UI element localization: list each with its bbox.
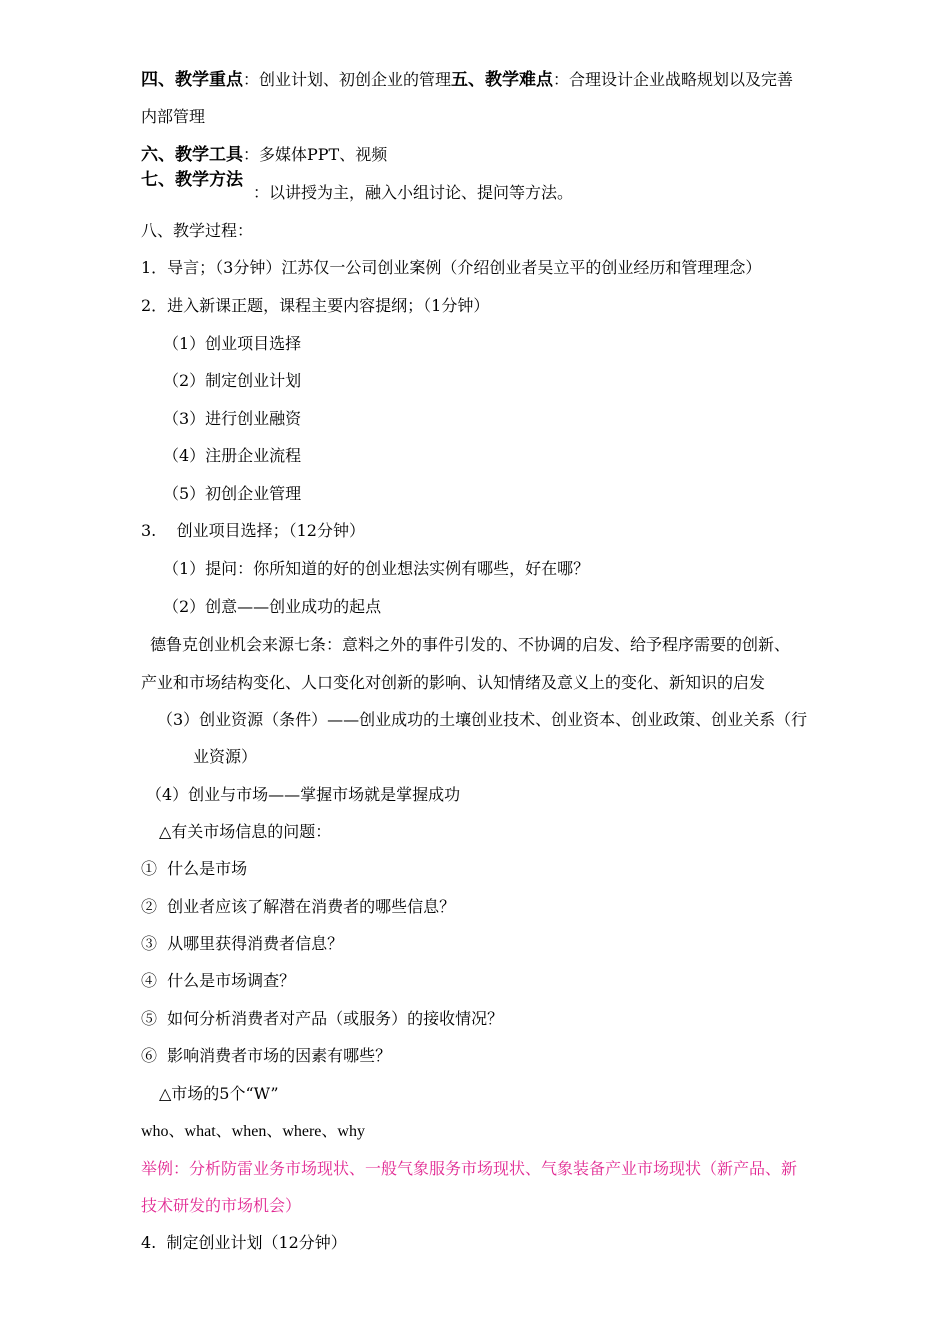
section-7-text: ：以讲授为主，融入小组讨论、提问等方法。: [253, 183, 574, 202]
five-w-list: who、what、when、where、why: [141, 1123, 365, 1140]
section-6-sep: ：: [243, 145, 260, 164]
process-item-4: 4. 制定创业计划（12分钟）: [141, 1233, 347, 1252]
market-question: ③ 从哪里获得消费者信息？: [141, 934, 344, 953]
section-5-text: 合理设计企业战略规划以及完善: [569, 70, 794, 89]
outline-item: （3）进行创业融资: [163, 409, 302, 428]
drucker-line-1: 德鲁克创业机会来源七条：意料之外的事件引发的、不协调的启发、给予程序需要的创新、: [150, 635, 791, 654]
question-3-line-2: 业资源）: [193, 747, 258, 766]
outline-item: （2）制定创业计划: [163, 371, 302, 390]
example-line-2: 技术研发的市场机会）: [141, 1196, 302, 1215]
process-item-2: 2．进入新课正题，课程主要内容提纲；（1分钟）: [141, 296, 490, 315]
section-6-heading: 六、教学工具: [141, 145, 243, 165]
outline-item: （1）创业项目选择: [163, 334, 302, 353]
market-question: ⑥ 影响消费者市场的因素有哪些？: [141, 1046, 392, 1065]
section-4-text: 创业计划、初创企业的管理: [259, 70, 452, 89]
section-4-heading: 四、教学重点: [141, 70, 243, 90]
line-key-points: [141, 70, 850, 90]
section-6-text: 多媒体PPT、视频: [259, 145, 388, 164]
market-question: ⑤ 如何分析消费者对产品（或服务）的接收情况？: [141, 1009, 504, 1028]
process-item-1: 1．导言；（3分钟）江苏仅一公司创业案例（介绍创业者吴立平的创业经历和管理理念）: [141, 258, 762, 277]
example-line-1: 举例：分析防雷业务市场现状、一般气象服务市场现状、气象装备产业市场现状（新产品、新: [141, 1159, 798, 1178]
section-4-sep: ：: [243, 70, 260, 89]
five-w-heading: △市场的5个“W”: [159, 1084, 279, 1103]
section-5-heading: 五、教学难点: [451, 70, 554, 90]
market-question: ④ 什么是市场调查？: [141, 971, 296, 990]
line-tools: [141, 145, 850, 165]
market-info-heading: △有关市场信息的问题：: [159, 822, 332, 841]
process-item-3: 3. 创业项目选择；（12分钟）: [141, 521, 365, 540]
section-7-heading: 七、教学方法: [141, 170, 243, 190]
question-2: （2）创意——创业成功的起点: [163, 597, 382, 616]
section-8-heading: 八、教学过程：: [141, 221, 254, 240]
market-question: ② 创业者应该了解潜在消费者的哪些信息？: [141, 897, 456, 916]
question-1: （1）提问：你所知道的好的创业想法实例有哪些，好在哪？: [163, 559, 590, 578]
section-5-sep: ：: [553, 70, 570, 89]
section-5-text-cont: 内部管理: [141, 107, 206, 126]
question-4: （4）创业与市场——掌握市场就是掌握成功: [146, 785, 461, 804]
market-question: ① 什么是市场: [141, 859, 248, 878]
outline-item: （5）初创企业管理: [163, 484, 302, 503]
question-3-line-1: （3）创业资源（条件）——创业成功的土壤创业技术、创业资本、创业政策、创业关系（行: [157, 710, 808, 729]
drucker-line-2: 产业和市场结构变化、人口变化对创新的影响、认知情绪及意义上的变化、新知识的启发: [141, 673, 766, 692]
outline-item: （4）注册企业流程: [163, 446, 302, 465]
